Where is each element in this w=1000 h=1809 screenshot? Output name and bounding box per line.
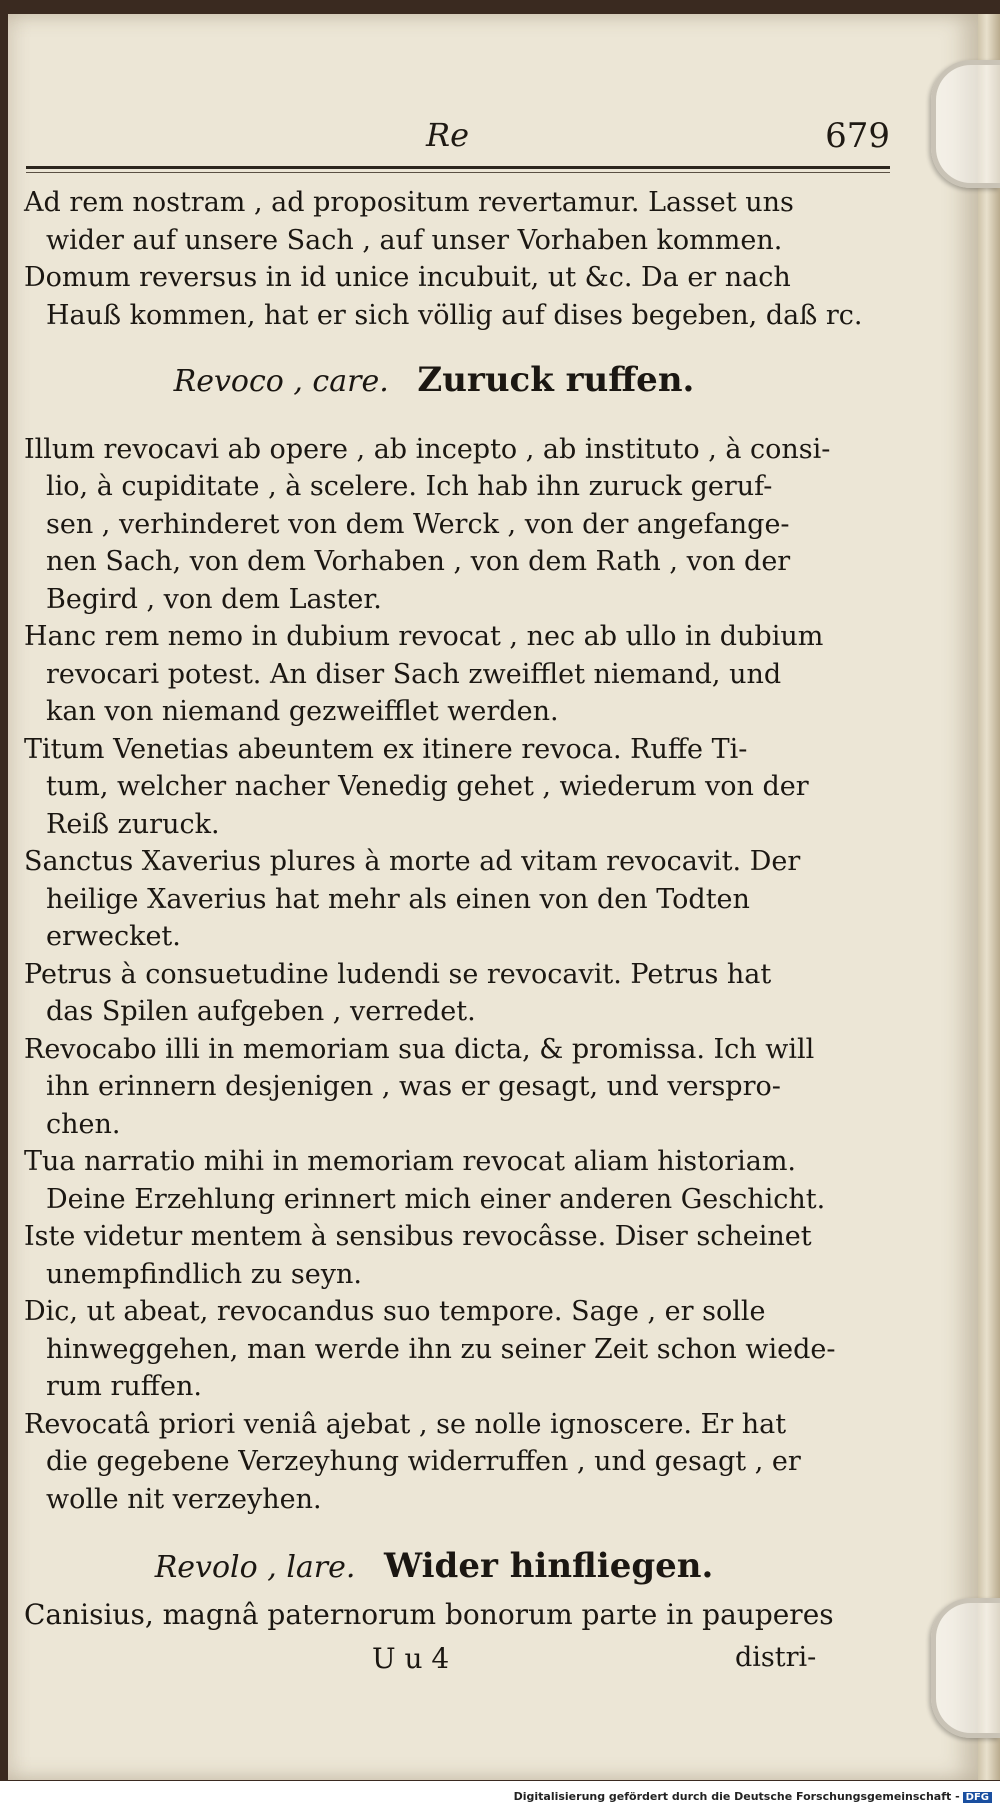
page-edge <box>978 14 1000 1780</box>
text-line: das Spilen aufgeben , verredet. <box>46 996 476 1027</box>
text-line: heilige Xaverius hat mehr als einen von den Todten <box>46 883 750 915</box>
entries-revoco <box>24 431 844 1519</box>
text-line: kan von niemand gezweifflet werden. <box>46 696 559 727</box>
text-line: hinweggehen, man werde ihn zu seiner Zeit schon wiede- <box>46 1333 836 1365</box>
text-line: Revocabo illi in memoriam sua dicta, & promissa. Ich will <box>24 1033 815 1065</box>
page-clip-top <box>931 60 1000 188</box>
dfg-logo: DFG <box>963 1792 992 1803</box>
text-line: Begird , von dem Laster. <box>46 583 382 615</box>
text-line: wider auf unsere Sach , auf unser Vorhaben kommen. <box>46 224 783 256</box>
text-line: revocari potest. An diser Sach zweifflet niemand, und <box>46 658 782 690</box>
text-line: nen Sach, von dem Vorhaben , von dem Rath , von der <box>46 546 791 577</box>
dictionary-entry <box>24 431 844 619</box>
text-line: Sanctus Xaverius plures à morte ad vitam revocavit. Der <box>24 846 801 877</box>
text-line: Revocatâ priori veniâ ajebat , se nolle ignoscere. Er hat <box>24 1408 787 1440</box>
text-line: chen. <box>46 1108 121 1140</box>
dictionary-entry <box>24 1293 844 1406</box>
text-line: Tua narratio mihi in memoriam revocat aliam historiam. <box>24 1146 797 1177</box>
text-line: Ad rem nostram , ad propositum revertamur. Lasset uns <box>24 187 794 218</box>
text-line: sen , verhinderet von dem Werck , von der angefange- <box>46 508 790 540</box>
text-line: rum ruffen. <box>46 1371 202 1402</box>
headword-german: Wider hinfliegen. <box>384 1546 714 1586</box>
text-line: wolle nit verzeyhen. <box>46 1483 322 1515</box>
dictionary-entry <box>24 1031 844 1144</box>
page-header <box>26 116 890 160</box>
signature-mark: U u 4 <box>372 1642 450 1675</box>
text-line: die gegebene Verzeyhung widerruffen , und gesagt , er <box>46 1446 801 1477</box>
digitization-credit <box>514 1790 992 1803</box>
page-body <box>24 184 863 1617</box>
footer-bar <box>0 1781 1000 1809</box>
text-line: erwecket. <box>46 921 181 952</box>
text-line: Dic, ut abeat, revocandus suo tempore. Sage , er solle <box>24 1296 766 1327</box>
text-line: Reiß zuruck. <box>46 808 220 840</box>
dictionary-entry <box>24 1406 844 1519</box>
dictionary-entry <box>24 1218 844 1293</box>
text-line: ihn erinnern desjenigen , was er gesagt, und verspro- <box>46 1071 781 1102</box>
header-rule <box>26 166 890 169</box>
text-line: Deine Erzehlung erinnert mich einer anderen Geschicht. <box>46 1183 826 1215</box>
text-line: Illum revocavi ab opere , ab incepto , ab instituto , à consi- <box>24 433 831 465</box>
headword-revoco <box>24 362 844 401</box>
text-line: Hauß kommen, hat er sich völlig auf dises begeben, daß rc. <box>46 299 863 331</box>
text-line: Hanc rem nemo in dubium revocat , nec ab ullo in dubium <box>24 621 824 652</box>
dictionary-entry <box>24 618 844 731</box>
text-line: Domum reversus in id unice incubuit, ut &c. Da er nach <box>24 262 791 293</box>
text-line: unempfindlich zu seyn. <box>46 1258 362 1290</box>
header-rule-thin <box>26 172 890 173</box>
entry-block-1 <box>24 184 863 334</box>
credit-text: Digitalisierung gefördert durch die Deutsche Forschungsgemeinschaft - <box>513 1790 960 1803</box>
catch-line: Canisius, magnâ paternorum bonorum parte in pauperes <box>24 1598 834 1631</box>
text-line: tum, welcher nacher Venedig gehet , wiederum von der <box>46 771 809 802</box>
running-head: Re <box>426 116 470 154</box>
catchword: distri- <box>735 1642 817 1673</box>
page-number: 679 <box>825 116 890 156</box>
text-line: Petrus à consuetudine ludendi se revocavit. Petrus hat <box>24 958 772 990</box>
headword-latin: Revolo , lare. <box>154 1550 356 1585</box>
headword-revolo <box>24 1548 844 1587</box>
text-line: Iste videtur mentem à sensibus revocâsse. Diser scheinet <box>24 1221 812 1252</box>
text-line: Titum Venetias abeuntem ex itinere revoca. Ruffe Ti- <box>24 733 748 765</box>
dictionary-entry <box>24 956 844 1031</box>
headword-german: Zuruck ruffen. <box>417 360 695 400</box>
dictionary-entry <box>24 1143 844 1218</box>
dictionary-entry <box>24 731 844 844</box>
headword-latin: Revoco , care. <box>173 364 389 399</box>
text-line: lio, à cupiditate , à scelere. Ich hab ihn zuruck geruf- <box>46 471 773 502</box>
page-clip-bottom <box>931 1598 1000 1738</box>
dictionary-entry <box>24 843 844 956</box>
